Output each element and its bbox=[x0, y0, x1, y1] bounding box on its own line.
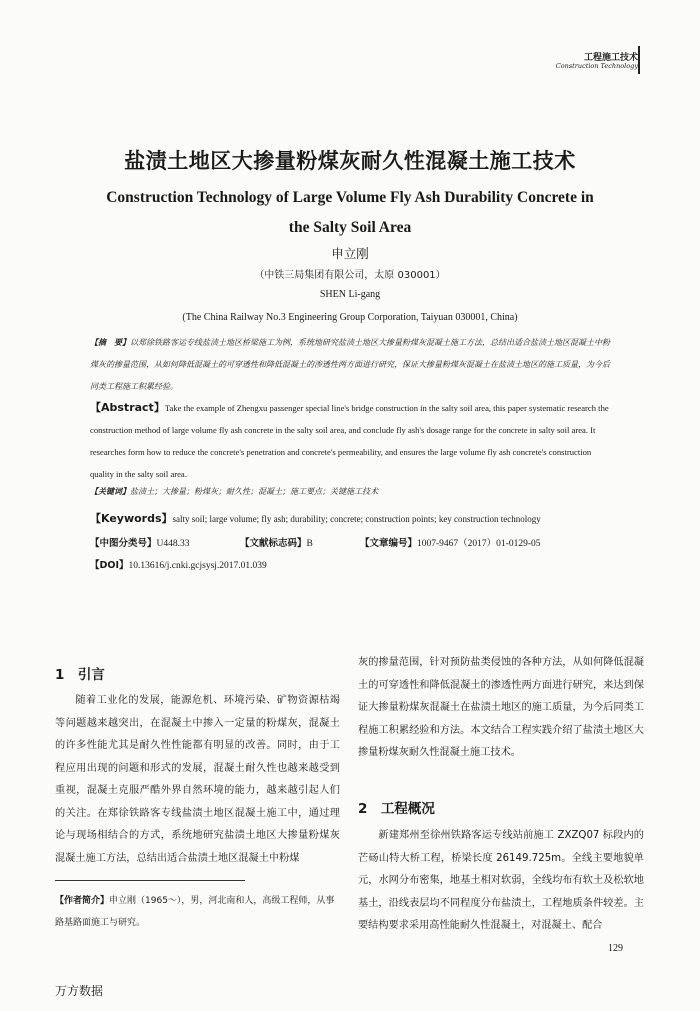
abstract-cn-text: 以郑徐铁路客运专线盐渍土地区桥梁施工为例，系统地研究盐渍土地区大掺量粉煤灰混凝土施工方法，总结出适合盐渍土地区混凝土中粉煤灰的掺量范围，从如何降低混凝土的可穿透性和降低混凝土的渗透性两方面进行研究，保证大掺量粉煤灰混凝土在盐渍土地区的施工质量，为今后同类工程施工积累经验。 bbox=[90, 338, 610, 391]
section-2-paragraph: 新建郑州至徐州铁路客运专线站前施工 ZXZQ07 标段内的芒砀山特大桥工程，桥梁长度 26149.725m。全线主要地貌单元，水网分布密集，地基土相对软弱，全线均布有软土及松软地基土，沿线表层均不同程度分布盐渍土，工程地质条件较差。主要结构要求采用高性能耐久性混凝土，对混凝土、配合 bbox=[358, 830, 644, 931]
keywords-en-text: salty soil; large volume; fly ash; durability; concrete; construction points; key construction technology bbox=[172, 514, 541, 524]
article-number-label: 【文章编号】 bbox=[360, 538, 418, 549]
section-1-left-column bbox=[55, 690, 340, 870]
keywords-cn-text: 盐渍土；大掺量；粉煤灰；耐久性；混凝土；施工要点；关键施工技术 bbox=[130, 487, 378, 496]
abstract-en bbox=[90, 397, 610, 485]
abstract-cn-label: 【摘 要】 bbox=[90, 338, 130, 347]
author-en: SHEN Li-gang bbox=[319, 289, 381, 300]
title-en: Construction Technology of Large Volume Fly Ash Durability Concrete in the Salty Soil Area bbox=[106, 189, 594, 236]
author-note-text: 申立刚（1965～），男，河北南和人，高级工程师，从事路基路面施工与研究。 bbox=[55, 896, 335, 928]
section-2-column bbox=[358, 825, 644, 938]
journal-name-en: Construction Technology bbox=[555, 62, 638, 70]
author-note bbox=[55, 890, 340, 934]
author-cn: 申立刚 bbox=[331, 246, 369, 261]
abstract-en-label: 【Abstract】 bbox=[90, 401, 165, 414]
right-column bbox=[358, 652, 644, 765]
doc-code-value: B bbox=[306, 539, 313, 549]
section-2-heading: 2 工程概况 bbox=[358, 801, 435, 817]
watermark: 万方数据 bbox=[55, 984, 104, 998]
doi-line bbox=[90, 557, 610, 571]
doi-label: 【DOI】 bbox=[90, 560, 129, 571]
doi-value: 10.13616/j.cnki.gcjsysj.2017.01.039 bbox=[128, 561, 267, 571]
journal-name-cn: 工程施工技术 bbox=[583, 53, 638, 63]
classification-line bbox=[90, 535, 610, 549]
clc-value: U448.33 bbox=[156, 539, 190, 549]
clc-label: 【中图分类号】 bbox=[90, 538, 157, 549]
keywords-cn bbox=[90, 486, 610, 497]
keywords-en-label: 【Keywords】 bbox=[90, 512, 173, 525]
footnote-divider bbox=[55, 880, 245, 881]
doc-code-label: 【文献标志码】 bbox=[240, 538, 307, 549]
affiliation-cn: （中铁三局集团有限公司，太原 030001） bbox=[254, 270, 446, 281]
keywords-en bbox=[90, 510, 610, 526]
abstract-en-text: Take the example of Zhengxu passenger special line's bridge construction in the salty soil area, this paper systematic research the construction method of large volume fly ash concrete in the salty soil area, and conclude fly ash's dosage range for the concrete in salty soil area. It researches form how to reduce the concrete's penetration and concrete's permeability, and ensures the large volume fly ash concrete's construction quality in the salty soil area. bbox=[90, 403, 609, 479]
section-1-paragraph-right: 灰的掺量范围，针对预防盐类侵蚀的各种方法，从如何降低混凝土的可穿透性和降低混凝土的渗透性两方面进行研究，来达到保证大掺量粉煤灰混凝土在盐渍土地区的施工质量，为今后同类工程施工积累经验和方法。本文结合工程实践介绍了盐渍土地区大掺量粉煤灰耐久性混凝土施工技术。 bbox=[358, 657, 644, 758]
affiliation-en: (The China Railway No.3 Engineering Group Corporation, Taiyuan 030001, China) bbox=[182, 312, 518, 323]
title-cn: 盐渍土地区大掺量粉煤灰耐久性混凝土施工技术 bbox=[124, 149, 576, 173]
header-divider bbox=[638, 46, 640, 74]
abstract-cn bbox=[90, 332, 610, 398]
article-number-value: 1007-9467（2017）01-0129-05 bbox=[417, 539, 541, 549]
section-1-paragraph-left: 随着工业化的发展，能源危机、环境污染、矿物资源枯竭等问题越来越突出，在混凝土中掺入一定量的粉煤灰，混凝土的许多性能尤其是耐久性性能都有明显的改善。同时，由于工程应用出现的问题和形式的发展，混凝土耐久性也越来越受到重视，混凝土克服严酷外界自然环境的能力，越来越引起人们的关注。在郑徐铁路客专线盐渍土地区混凝土施工中，通过理论与现场相结合的方式，系统地研究盐渍土地区大掺量粉煤灰混凝土施工方法，总结出适合盐渍土地区混凝土中粉煤 bbox=[55, 695, 340, 864]
author-note-label: 【作者简介】 bbox=[55, 896, 110, 906]
section-1-heading: 1 引言 bbox=[55, 667, 105, 683]
keywords-cn-label: 【关键词】 bbox=[90, 487, 130, 496]
page-number: 129 bbox=[608, 943, 623, 954]
